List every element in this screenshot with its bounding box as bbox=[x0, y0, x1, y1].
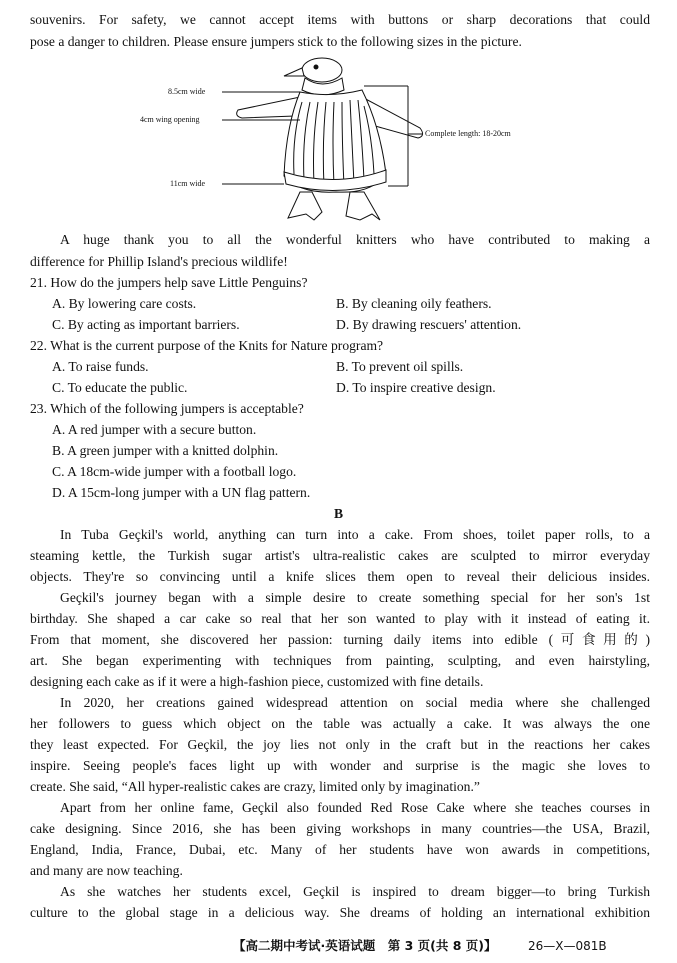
text-line: culture to the global stage in a delicious way. She dreams of holding an international exhibition bbox=[30, 905, 650, 920]
label-bottom-width: 11cm wide bbox=[170, 179, 206, 188]
text-line: objects. They're so convincing until a knife slices them open to reveal their delicious insides. bbox=[30, 569, 650, 584]
label-complete-length: Complete length: 18-20cm bbox=[425, 129, 511, 138]
text-line: As she watches her students excel, Geçkil is inspired to dream bigger—to bring Turkish bbox=[60, 884, 650, 899]
text-line: and many are now teaching. bbox=[30, 863, 183, 878]
answer-option[interactable]: A. A red jumper with a secure button. bbox=[52, 422, 257, 437]
answer-option[interactable]: C. A 18cm-wide jumper with a football logo. bbox=[52, 464, 297, 479]
answer-option[interactable]: B. A green jumper with a knitted dolphin. bbox=[52, 443, 279, 458]
penguin-illustration bbox=[150, 56, 550, 228]
answer-option[interactable]: C. To educate the public. bbox=[52, 380, 188, 395]
text-line: they least expected. For Geçkil, the joy lies not only in the craft but in the reactions her cakes bbox=[30, 737, 650, 752]
text-line: designing each cake as if it were a high-fashion piece, customized with fine details. bbox=[30, 674, 484, 689]
answer-option[interactable]: A. By lowering care costs. bbox=[52, 296, 197, 311]
text-line: Geçkil's journey began with a simple desire to create something special for her son's 1st bbox=[60, 590, 650, 605]
answer-option[interactable]: D. To inspire creative design. bbox=[336, 380, 496, 395]
text-line: birthday. She shaped a car cake so real that her son wanted to play with it instead of eating it. bbox=[30, 611, 650, 626]
text-line: A huge thank you to all the wonderful knitters who have contributed to making a bbox=[60, 232, 650, 247]
text-line: From that moment, she discovered her passion: turning daily items into edible (可食用的) bbox=[30, 632, 650, 647]
label-wing-opening: 4cm wing opening bbox=[140, 115, 200, 124]
text-line: difference for Phillip Island's precious wildlife! bbox=[30, 254, 288, 269]
text-line: In 2020, her creations gained widespread attention on social media where she challenged bbox=[60, 695, 650, 710]
penguin-jumper-figure bbox=[140, 56, 550, 228]
text-line: souvenirs. For safety, we cannot accept items with buttons or sharp decorations that could bbox=[30, 12, 650, 27]
footer-code: 26—X—081B bbox=[528, 939, 607, 953]
footer-title: 【高二期中考试·英语试题 第 3 页(共 8 页)】 bbox=[233, 938, 497, 953]
text-line: cake designing. Since 2016, she has been giving workshops in many countries—the USA, Brazil, bbox=[30, 821, 650, 836]
text-line: steaming kettle, the Turkish sugar artist's ultra-realistic cakes are sculpted to mirror everyday bbox=[30, 548, 650, 563]
question-stem: 23. Which of the following jumpers is acceptable? bbox=[30, 401, 304, 416]
answer-option[interactable]: A. To raise funds. bbox=[52, 359, 149, 374]
label-top-width: 8.5cm wide bbox=[168, 87, 206, 96]
answer-option[interactable]: C. By acting as important barriers. bbox=[52, 317, 240, 332]
page-footer bbox=[0, 936, 677, 956]
question-stem: 21. How do the jumpers help save Little Penguins? bbox=[30, 275, 308, 290]
answer-option[interactable]: D. By drawing rescuers' attention. bbox=[336, 317, 522, 332]
section-heading: B bbox=[333, 506, 344, 521]
text-line: inspire. Seeing people's faces light up with wonder and surprise is the magic she loves to bbox=[30, 758, 650, 773]
text-line: create. She said, “All hyper-realistic cakes are crazy, limited only by imagination.” bbox=[30, 779, 480, 794]
question-stem: 22. What is the current purpose of the Knits for Nature program? bbox=[30, 338, 384, 353]
answer-option[interactable]: B. To prevent oil spills. bbox=[336, 359, 464, 374]
text-line: her followers to guess which object on the table was actually a cake. It was always the one bbox=[30, 716, 650, 731]
text-line: In Tuba Geçkil's world, anything can turn into a cake. From shoes, toilet paper rolls, to a bbox=[60, 527, 650, 542]
answer-option[interactable]: B. By cleaning oily feathers. bbox=[336, 296, 492, 311]
text-line: Apart from her online fame, Geçkil also founded Red Rose Cake where she teaches courses in bbox=[60, 800, 650, 815]
text-line: art. She began experimenting with techniques from painting, sculpting, and even hairstyling, bbox=[30, 653, 650, 668]
answer-option[interactable]: D. A 15cm-long jumper with a UN flag pattern. bbox=[52, 485, 311, 500]
text-line: pose a danger to children. Please ensure jumpers stick to the following sizes in the picture. bbox=[30, 34, 522, 49]
text-line: England, India, France, Dubai, etc. Many of her students have won awards in competitions, bbox=[30, 842, 650, 857]
